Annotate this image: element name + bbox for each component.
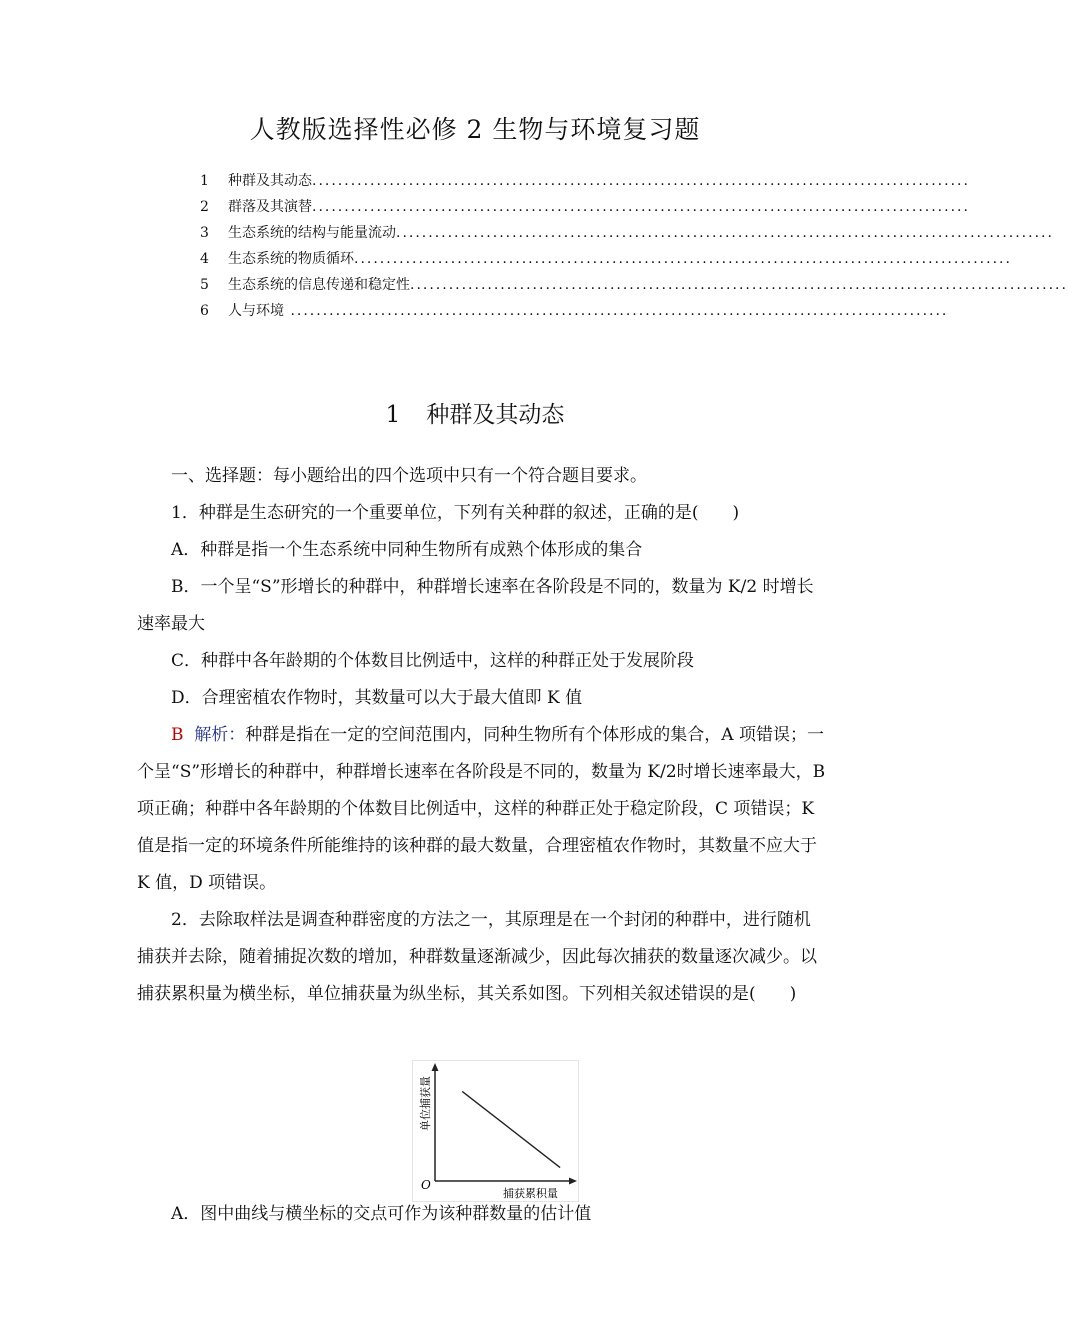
question-1-option-a: A．种群是指一个生态系统中同种生物所有成熟个体形成的集合 — [171, 540, 643, 560]
toc-label: 生态系统的信息传递和稳定性 — [228, 277, 410, 293]
toc-item[interactable]: 2 群落及其演替...................................................................................................... — [200, 194, 950, 220]
toc-label: 种群及其动态 — [228, 173, 312, 189]
y-axis-label: 单位捕获量 — [419, 1076, 432, 1131]
question-1-option-c: C．种群中各年龄期的个体数目比例适中，这样的种群正处于发展阶段 — [171, 651, 695, 671]
question-1-analysis — [137, 717, 827, 902]
toc-item[interactable]: 5 生态系统的信息传递和稳定性...................................................................................................... — [200, 272, 950, 298]
analysis-label: 解析： — [194, 725, 246, 745]
section-title: 种群及其动态 — [426, 402, 565, 428]
capture-chart — [412, 1060, 579, 1202]
toc-label: 群落及其演替 — [228, 199, 312, 215]
toc-number: 5 — [200, 277, 209, 293]
table-of-contents — [200, 168, 1068, 324]
part-intro: 一、选择题：每小题给出的四个选项中只有一个符合题目要求。 — [171, 466, 647, 486]
toc-item[interactable]: 3 生态系统的结构与能量流动...................................................................................................... — [200, 220, 950, 246]
question-body — [137, 458, 827, 1013]
y-axis-arrow — [432, 1063, 439, 1071]
question-1-option-b: B．一个呈“S”形增长的种群中，种群增长速率在各阶段是不同的，数量为 K/2 时增长速率最大 — [137, 577, 814, 634]
toc-label: 生态系统的结构与能量流动 — [228, 225, 396, 241]
toc-item[interactable]: 4 生态系统的物质循环...................................................................................................... — [200, 246, 950, 272]
x-axis-label: 捕获累积量 — [503, 1187, 558, 1200]
toc-label: 生态系统的物质循环 — [228, 251, 354, 267]
data-line — [462, 1091, 560, 1167]
toc-number: 3 — [200, 225, 209, 241]
document-title: 人教版选择性必修 2 生物与环境复习题 — [249, 115, 701, 144]
question-1-option-d: D．合理密植农作物时，其数量可以大于最大值即 K 值 — [171, 688, 583, 708]
toc-number: 2 — [200, 199, 209, 215]
answer-letter: B — [171, 725, 184, 745]
x-axis-arrow — [569, 1178, 577, 1185]
analysis-text: 种群是指在一定的空间范围内，同种生物所有个体形成的集合，A 项错误；一个呈“S”形增长的种群中，种群增长速率在各阶段是不同的，数量为 K/2时增长速率最大，B 项正确；种群中各年龄期的个体数目比例适中，这样的种群正处于稳定阶段，C 项错误；K 值是指一定的环境条件所能维持的该种群的最大数量，合理密植农作物时，其数量不应大于 K 值，D 项错误。 — [137, 725, 826, 893]
toc-item[interactable]: 1 种群及其动态...................................................................................................... — [200, 168, 950, 194]
chart-svg — [413, 1061, 578, 1201]
toc-number: 6 — [200, 303, 209, 319]
question-2-option-a: A．图中曲线与横坐标的交点可作为该种群数量的估计值 — [171, 1204, 592, 1224]
toc-number: 4 — [200, 251, 209, 267]
section-heading — [0, 396, 950, 429]
toc-item[interactable]: 6 人与环境 ...................................................................................................... — [200, 298, 950, 324]
toc-number: 1 — [200, 173, 209, 189]
origin-label: O — [421, 1178, 431, 1192]
question-1-stem: 1．种群是生态研究的一个重要单位，下列有关种群的叙述，正确的是( ) — [171, 503, 740, 523]
toc-label: 人与环境 — [228, 303, 284, 319]
question-2-stem: 2．去除取样法是调查种群密度的方法之一，其原理是在一个封闭的种群中，进行随机捕获并去除，随着捕捉次数的增加，种群数量逐渐减少，因此每次捕获的数量逐次减少。以捕获累积量为横坐标，单位捕获量为纵坐标，其关系如图。下列相关叙述错误的是( ) — [137, 910, 817, 1004]
section-number: 1 — [385, 402, 401, 428]
